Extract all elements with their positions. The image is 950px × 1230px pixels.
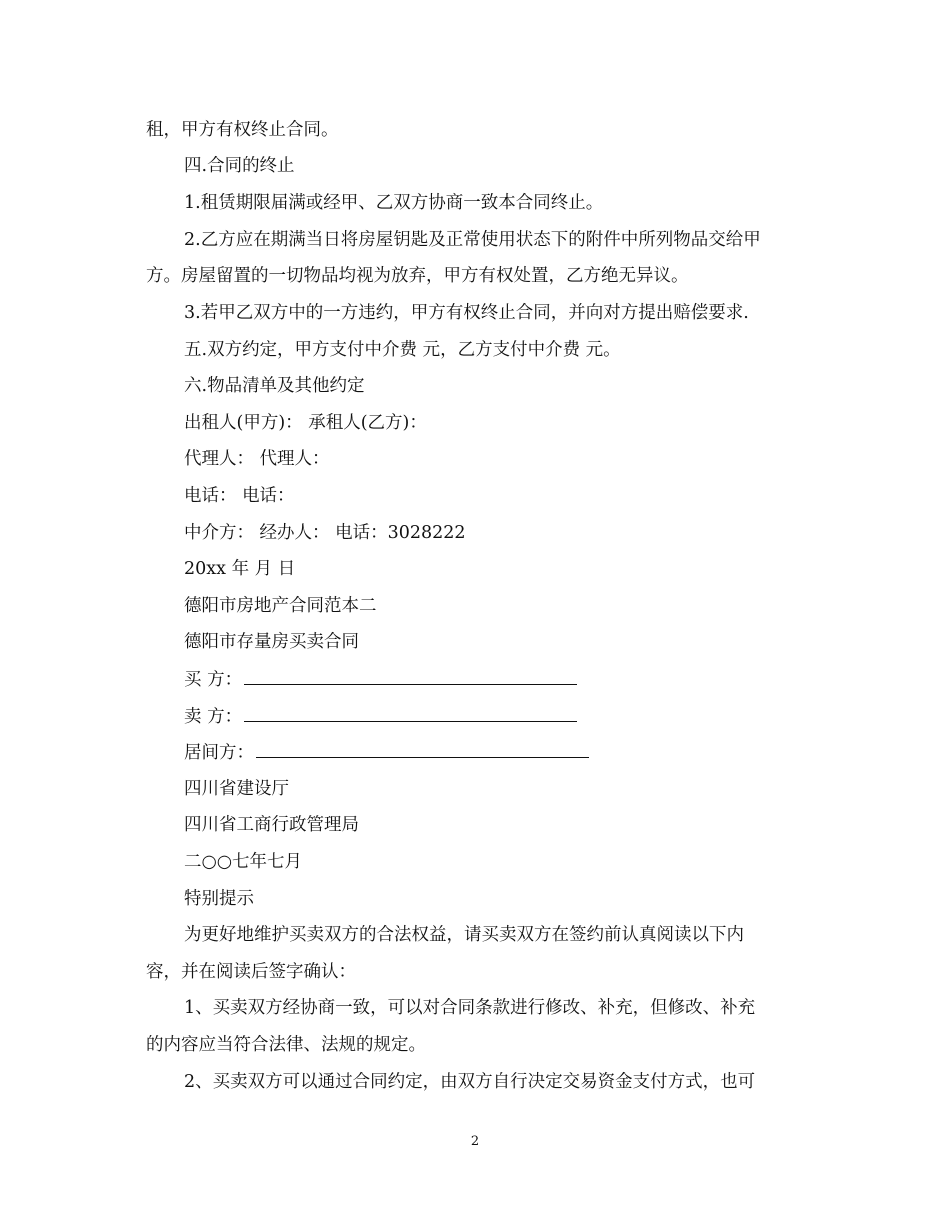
paragraph-line: 方。房屋留置的一切物品均视为放弃，甲方有权处置，乙方绝无异议。 — [146, 266, 689, 286]
section-heading: 四.合同的终止 — [184, 156, 295, 176]
page-number: 2 — [470, 1134, 480, 1149]
buyer-field — [184, 668, 577, 691]
broker-label: 居间方： — [184, 743, 254, 763]
seller-label: 卖 方： — [184, 707, 243, 727]
broker-blank-line — [256, 741, 589, 758]
document-title: 德阳市存量房买卖合同 — [184, 632, 359, 652]
paragraph-line: 2、买卖双方可以通过合同约定，由双方自行决定交易资金支付方式，也可 — [184, 1072, 756, 1092]
seller-blank-line — [244, 705, 577, 722]
section-heading: 特别提示 — [184, 889, 254, 909]
signature-line: 电话： 电话： — [184, 486, 295, 506]
paragraph-line: 为更好地维护买卖双方的合法权益，请买卖双方在签约前认真阅读以下内 — [184, 925, 744, 945]
signature-line: 代理人： 代理人： — [184, 449, 330, 469]
paragraph-line: 容，并在阅读后签字确认： — [146, 962, 356, 982]
issuer-line: 四川省建设厅 — [184, 779, 289, 799]
seller-field — [184, 705, 577, 728]
buyer-blank-line — [244, 668, 577, 685]
paragraph-line: 租，甲方有权终止合同。 — [146, 120, 339, 140]
section-heading: 五.双方约定，甲方支付中介费 元，乙方支付中介费 元。 — [184, 340, 621, 360]
signature-line: 出租人(甲方)： 承租人(乙方)： — [184, 413, 427, 433]
issuer-line: 四川省工商行政管理局 — [184, 815, 359, 835]
date-line: 二○○七年七月 — [184, 852, 303, 872]
buyer-label: 买 方： — [184, 670, 243, 690]
signature-line: 中介方： 经办人： 电话：3028222 — [184, 523, 466, 543]
date-line: 20xx 年 月 日 — [184, 559, 296, 579]
section-heading: 六.物品清单及其他约定 — [184, 376, 365, 396]
document-title: 德阳市房地产合同范本二 — [184, 596, 377, 616]
paragraph-line: 1、买卖双方经协商一致，可以对合同条款进行修改、补充，但修改、补充 — [184, 998, 756, 1018]
paragraph-line: 的内容应当符合法律、法规的规定。 — [146, 1035, 426, 1055]
clause-line: 1.租赁期限届满或经甲、乙双方协商一致本合同终止。 — [184, 193, 604, 213]
clause-line: 3.若甲乙双方中的一方违约，甲方有权终止合同，并向对方提出赔偿要求. — [184, 303, 749, 323]
broker-field — [184, 741, 589, 764]
clause-line: 2.乙方应在期满当日将房屋钥匙及正常使用状态下的附件中所列物品交给甲 — [184, 230, 761, 250]
